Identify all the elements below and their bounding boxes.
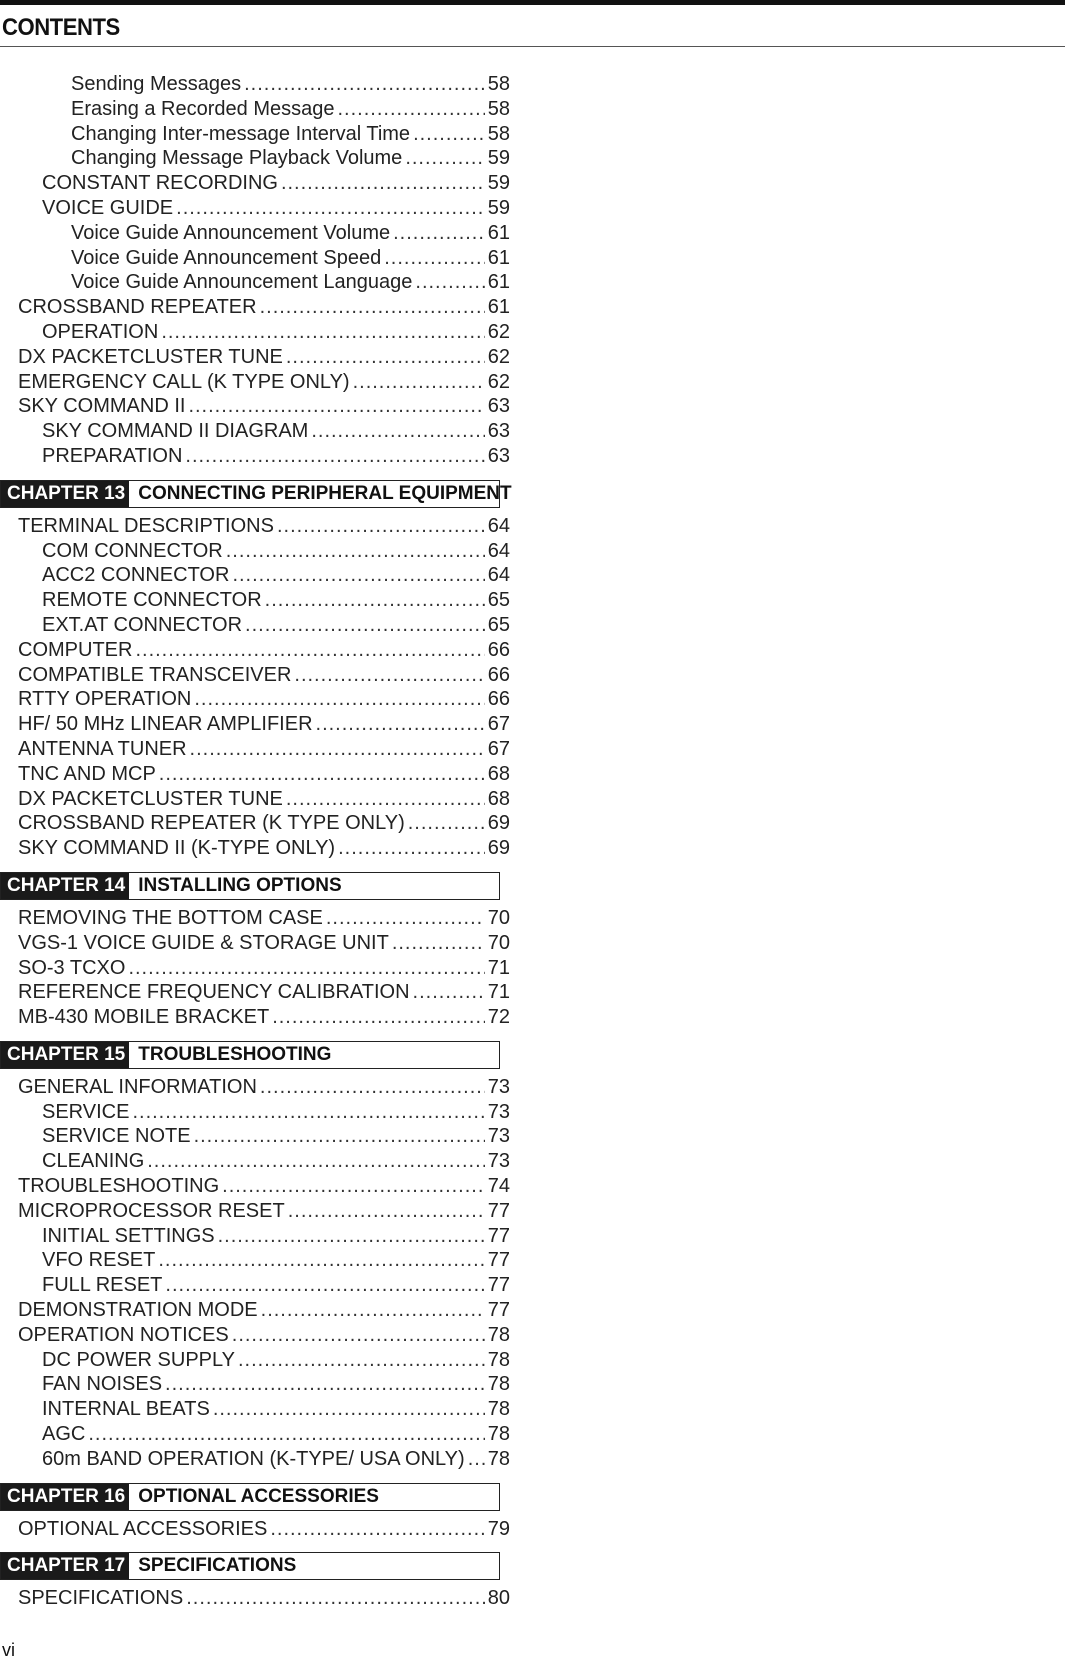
- toc-entry-title: RTTY OPERATION: [18, 688, 192, 711]
- toc-entry-page: 62: [487, 320, 510, 343]
- toc-entry-page: 63: [487, 395, 510, 418]
- toc-entry[interactable]: [0, 1517, 510, 1542]
- dot-leader: [270, 1517, 484, 1542]
- toc-entry-page: 66: [487, 663, 510, 686]
- toc-entry[interactable]: [0, 737, 510, 762]
- toc-entry[interactable]: [0, 1248, 510, 1273]
- toc-entry[interactable]: [0, 588, 510, 613]
- toc-entry[interactable]: [0, 1224, 510, 1249]
- toc-entry-page: 67: [487, 713, 510, 736]
- toc-entry[interactable]: [0, 1100, 510, 1125]
- toc-entry-title: COMPATIBLE TRANSCEIVER: [18, 663, 292, 686]
- dot-leader: [468, 1447, 485, 1472]
- dot-leader: [218, 1224, 485, 1249]
- toc-entry-title: SKY COMMAND II: [18, 395, 186, 418]
- toc-entry-page: 73: [487, 1150, 510, 1173]
- toc-entry-title: Erasing a Recorded Message: [71, 97, 335, 120]
- chapter-title: TROUBLESHOOTING: [138, 1043, 332, 1065]
- toc-entry-page: 78: [487, 1423, 510, 1446]
- toc-entry-page: 71: [487, 956, 510, 979]
- chapter-heading: [0, 872, 500, 900]
- toc-entry-title: VGS-1 VOICE GUIDE & STORAGE UNIT: [18, 931, 389, 954]
- toc-entry-title: OPERATION NOTICES: [18, 1323, 229, 1346]
- dot-leader: [277, 514, 485, 539]
- toc-entry[interactable]: [0, 320, 510, 345]
- toc-entry[interactable]: [0, 956, 510, 981]
- toc-entry-page: 58: [487, 73, 510, 95]
- toc-entry[interactable]: [0, 1298, 510, 1323]
- toc-entry-page: 61: [487, 221, 510, 244]
- toc-entry-title: Sending Messages: [71, 73, 242, 95]
- toc-entry-title: AGC: [42, 1423, 86, 1446]
- toc-entry-page: 73: [487, 1125, 510, 1148]
- dot-leader: [226, 539, 485, 564]
- dot-leader: [294, 663, 484, 688]
- toc-entry-page: 78: [487, 1373, 510, 1396]
- toc-entry-page: 68: [487, 787, 510, 810]
- toc-entry-title: Voice Guide Announcement Volume: [71, 221, 391, 244]
- toc-entry-page: 59: [487, 196, 510, 219]
- toc-entry-title: CONSTANT RECORDING: [42, 172, 278, 195]
- toc-entry[interactable]: [0, 370, 510, 395]
- dot-leader: [147, 1149, 485, 1174]
- toc-entry-title: OPERATION: [42, 320, 159, 343]
- toc-entry[interactable]: [0, 906, 510, 931]
- toc-entry-title: HF/ 50 MHz LINEAR AMPLIFIER: [18, 713, 313, 736]
- toc-entry-page: 66: [487, 638, 510, 661]
- toc-entry-page: 67: [487, 737, 510, 760]
- toc-entry-page: 64: [487, 514, 510, 537]
- toc-entry-title: Changing Message Playback Volume: [71, 147, 403, 170]
- toc-entry[interactable]: [0, 1174, 510, 1199]
- dot-leader: [132, 1100, 484, 1125]
- toc-entry-page: 63: [487, 444, 510, 467]
- toc-entry[interactable]: [0, 980, 510, 1005]
- toc-entry-title: Voice Guide Announcement Language: [71, 271, 413, 294]
- toc-entry-title: SERVICE: [42, 1100, 130, 1123]
- toc-entry-title: SKY COMMAND II (K-TYPE ONLY): [18, 837, 336, 860]
- toc-entry-page: 69: [487, 837, 510, 860]
- toc-entry-page: 73: [487, 1075, 510, 1098]
- toc-entry-title: DC POWER SUPPLY: [42, 1348, 235, 1371]
- toc-entry-title: MB-430 MOBILE BRACKET: [18, 1006, 270, 1029]
- toc-entry-page: 77: [487, 1299, 510, 1322]
- toc-entry[interactable]: [0, 122, 510, 147]
- toc-entry-title: INTERNAL BEATS: [42, 1398, 210, 1421]
- toc-entry-page: 59: [487, 147, 510, 170]
- page-number: vi: [2, 1640, 15, 1660]
- toc-entry[interactable]: [0, 345, 510, 370]
- chapter-title: SPECIFICATIONS: [138, 1555, 297, 1577]
- toc-entry-page: 64: [487, 564, 510, 587]
- toc-entry-page: 65: [487, 589, 510, 612]
- toc-entry-page: 78: [487, 1447, 510, 1470]
- chapter-number: CHAPTER 17: [1, 1553, 129, 1579]
- dot-leader: [88, 1422, 484, 1447]
- dot-leader: [159, 762, 485, 787]
- chapter-number: CHAPTER 14: [1, 873, 129, 899]
- toc-entry[interactable]: [0, 146, 510, 171]
- toc-entry-title: CROSSBAND REPEATER: [18, 296, 257, 319]
- toc-entry-page: 69: [487, 812, 510, 835]
- toc-entry-title: SKY COMMAND II DIAGRAM: [42, 420, 309, 443]
- dot-leader: [272, 1005, 485, 1030]
- dot-leader: [232, 1323, 485, 1348]
- toc-entry[interactable]: [0, 1323, 510, 1348]
- toc-entry-title: OPTIONAL ACCESSORIES: [18, 1517, 268, 1540]
- toc-entry-title: CLEANING: [42, 1150, 145, 1173]
- toc-entry[interactable]: [0, 931, 510, 956]
- toc-entry-title: PREPARATION: [42, 444, 183, 467]
- toc-entry-title: Changing Inter-message Interval Time: [71, 122, 411, 145]
- toc-entry[interactable]: [0, 762, 510, 787]
- dot-leader: [165, 1372, 485, 1397]
- toc-entry-title: DX PACKETCLUSTER TUNE: [18, 345, 283, 368]
- dot-leader: [415, 270, 484, 295]
- toc-entry-title: 60m BAND OPERATION (K-TYPE/ USA ONLY): [42, 1447, 465, 1470]
- toc-entry[interactable]: [0, 663, 510, 688]
- toc-entry-page: 78: [487, 1398, 510, 1421]
- toc-entry-title: DX PACKETCLUSTER TUNE: [18, 787, 283, 810]
- dot-leader: [413, 122, 485, 147]
- chapter-heading: [0, 1552, 500, 1580]
- toc-entry[interactable]: [0, 171, 510, 196]
- chapter-heading: [0, 1041, 500, 1069]
- dot-leader: [405, 146, 484, 171]
- toc-entry-page: 77: [487, 1249, 510, 1272]
- toc-entry-page: 61: [487, 296, 510, 319]
- toc-entry-title: ANTENNA TUNER: [18, 737, 187, 760]
- chapter-title: INSTALLING OPTIONS: [138, 874, 342, 896]
- chapter-number: CHAPTER 13: [1, 481, 129, 507]
- toc-entry-title: FULL RESET: [42, 1274, 163, 1297]
- dot-leader: [176, 196, 485, 221]
- dot-leader: [393, 221, 485, 246]
- toc-entry[interactable]: [0, 196, 510, 221]
- dot-leader: [288, 1199, 485, 1224]
- toc-entry-title: GENERAL INFORMATION: [18, 1075, 257, 1098]
- toc-entry[interactable]: [0, 1149, 510, 1174]
- toc-entry[interactable]: [0, 1005, 510, 1030]
- dot-leader: [311, 419, 484, 444]
- toc-entry-page: 59: [487, 172, 510, 195]
- toc-entry[interactable]: [0, 1422, 510, 1447]
- toc-entry[interactable]: [0, 836, 510, 861]
- toc-entry[interactable]: [0, 613, 510, 638]
- dot-leader: [408, 811, 485, 836]
- toc-entry-page: 62: [487, 370, 510, 393]
- dot-leader: [158, 1248, 484, 1273]
- toc-entry-page: 70: [487, 906, 510, 929]
- toc-entry-page: 63: [487, 420, 510, 443]
- toc-entry-title: MICROPROCESSOR RESET: [18, 1199, 285, 1222]
- dot-leader: [260, 295, 485, 320]
- toc-entry[interactable]: [0, 419, 510, 444]
- dot-leader: [326, 906, 485, 931]
- toc-entry-page: 71: [487, 981, 510, 1004]
- dot-leader: [353, 370, 485, 395]
- toc-entry-title: DEMONSTRATION MODE: [18, 1299, 258, 1322]
- toc-entry-page: 68: [487, 762, 510, 785]
- toc-entry[interactable]: [0, 1372, 510, 1397]
- toc-entry[interactable]: [0, 1273, 510, 1298]
- chapter-title: CONNECTING PERIPHERAL EQUIPMENT: [138, 482, 512, 504]
- toc-entry[interactable]: [0, 1124, 510, 1149]
- toc-entry[interactable]: [0, 72, 510, 97]
- toc-entry-title: EMERGENCY CALL (K TYPE ONLY): [18, 370, 350, 393]
- toc-entry-page: 78: [487, 1348, 510, 1371]
- chapter-heading: [0, 1483, 500, 1511]
- toc-entry-title: SPECIFICATIONS: [18, 1587, 184, 1610]
- toc-entry[interactable]: [0, 295, 510, 320]
- dot-leader: [281, 171, 485, 196]
- toc-entry-title: COMPUTER: [18, 638, 133, 661]
- toc-entry[interactable]: [0, 221, 510, 246]
- toc-entry-title: VOICE GUIDE: [42, 196, 174, 219]
- toc-entry-page: 58: [487, 122, 510, 145]
- top-rule: [0, 0, 1065, 5]
- dot-leader: [213, 1397, 485, 1422]
- toc-entry-title: COM CONNECTOR: [42, 539, 223, 562]
- dot-leader: [165, 1273, 484, 1298]
- toc-entry[interactable]: [0, 444, 510, 469]
- toc-entry-page: 70: [487, 931, 510, 954]
- toc-entry[interactable]: [0, 270, 510, 295]
- chapter-title: OPTIONAL ACCESSORIES: [138, 1485, 379, 1507]
- chapter-number: CHAPTER 16: [1, 1484, 129, 1510]
- toc-entry-page: 80: [487, 1587, 510, 1610]
- toc-entry-title: TROUBLESHOOTING: [18, 1175, 220, 1198]
- chapter-number: CHAPTER 15: [1, 1042, 129, 1068]
- toc-entry-title: Voice Guide Announcement Speed: [71, 246, 382, 269]
- toc-entry[interactable]: [0, 1075, 510, 1100]
- toc-entry-title: REMOTE CONNECTOR: [42, 589, 262, 612]
- dot-leader: [135, 638, 484, 663]
- dot-leader: [384, 246, 485, 271]
- toc-entry-page: 74: [487, 1175, 510, 1198]
- toc-entry-title: EXT.AT CONNECTOR: [42, 613, 243, 636]
- toc-entry-page: 73: [487, 1100, 510, 1123]
- toc-entry[interactable]: [0, 687, 510, 712]
- toc-entry[interactable]: [0, 1586, 510, 1611]
- toc-entry[interactable]: [0, 394, 510, 419]
- dot-leader: [265, 588, 485, 613]
- toc-entry-title: REMOVING THE BOTTOM CASE: [18, 906, 323, 929]
- chapter-heading: [0, 480, 512, 508]
- toc-entry-page: 64: [487, 539, 510, 562]
- toc-entry-title: INITIAL SETTINGS: [42, 1224, 215, 1247]
- toc-entry-page: 77: [487, 1274, 510, 1297]
- toc-entry-page: 72: [487, 1006, 510, 1029]
- dot-leader: [161, 320, 484, 345]
- toc-entry[interactable]: [0, 514, 510, 539]
- toc-entry[interactable]: [0, 1447, 510, 1472]
- dot-leader: [238, 1348, 485, 1373]
- toc-entry-page: 78: [487, 1323, 510, 1346]
- toc-entry-page: 65: [487, 613, 510, 636]
- dot-leader: [128, 956, 484, 981]
- toc-entry-title: REFERENCE FREQUENCY CALIBRATION: [18, 981, 410, 1004]
- dot-leader: [190, 737, 485, 762]
- toc-entry-page: 58: [487, 97, 510, 120]
- dot-leader: [194, 1124, 485, 1149]
- dot-leader: [186, 1586, 485, 1611]
- toc-entry[interactable]: [0, 811, 510, 836]
- toc-entry-page: 62: [487, 345, 510, 368]
- dot-leader: [222, 1174, 485, 1199]
- dot-leader: [194, 687, 484, 712]
- toc-entry[interactable]: [0, 1397, 510, 1422]
- dot-leader: [316, 712, 485, 737]
- dot-leader: [286, 787, 485, 812]
- toc-entry-title: TERMINAL DESCRIPTIONS: [18, 514, 274, 537]
- dot-leader: [188, 394, 484, 419]
- dot-leader: [286, 345, 485, 370]
- dot-leader: [413, 980, 485, 1005]
- toc-entry[interactable]: [0, 1199, 510, 1224]
- dot-leader: [392, 931, 485, 956]
- dot-leader: [244, 72, 485, 97]
- toc-entry[interactable]: [0, 246, 510, 271]
- page-title: CONTENTS: [2, 14, 120, 41]
- toc-entry-page: 77: [487, 1199, 510, 1222]
- toc-entry[interactable]: [0, 563, 510, 588]
- toc-entry[interactable]: [0, 539, 510, 564]
- toc-entry-title: SO-3 TCXO: [18, 956, 126, 979]
- dot-leader: [185, 444, 484, 469]
- toc-entry[interactable]: [0, 97, 510, 122]
- dot-leader: [260, 1075, 485, 1100]
- toc-entry-title: CROSSBAND REPEATER (K TYPE ONLY): [18, 812, 405, 835]
- toc-entry-title: VFO RESET: [42, 1249, 156, 1272]
- title-underline: [0, 46, 1065, 47]
- toc-entry[interactable]: [0, 787, 510, 812]
- toc-entry[interactable]: [0, 712, 510, 737]
- dot-leader: [261, 1298, 485, 1323]
- toc-entry-page: 66: [487, 688, 510, 711]
- table-of-contents: [0, 72, 510, 1611]
- toc-entry-page: 77: [487, 1224, 510, 1247]
- toc-entry[interactable]: [0, 638, 510, 663]
- dot-leader: [338, 836, 485, 861]
- dot-leader: [245, 613, 485, 638]
- dot-leader: [337, 97, 484, 122]
- toc-entry-title: FAN NOISES: [42, 1373, 163, 1396]
- toc-entry-page: 61: [487, 246, 510, 269]
- dot-leader: [232, 563, 484, 588]
- toc-entry-title: SERVICE NOTE: [42, 1125, 191, 1148]
- toc-entry-page: 79: [487, 1517, 510, 1540]
- toc-entry-title: ACC2 CONNECTOR: [42, 564, 230, 587]
- toc-entry-title: TNC AND MCP: [18, 762, 156, 785]
- toc-entry-page: 61: [487, 271, 510, 294]
- toc-entry[interactable]: [0, 1348, 510, 1373]
